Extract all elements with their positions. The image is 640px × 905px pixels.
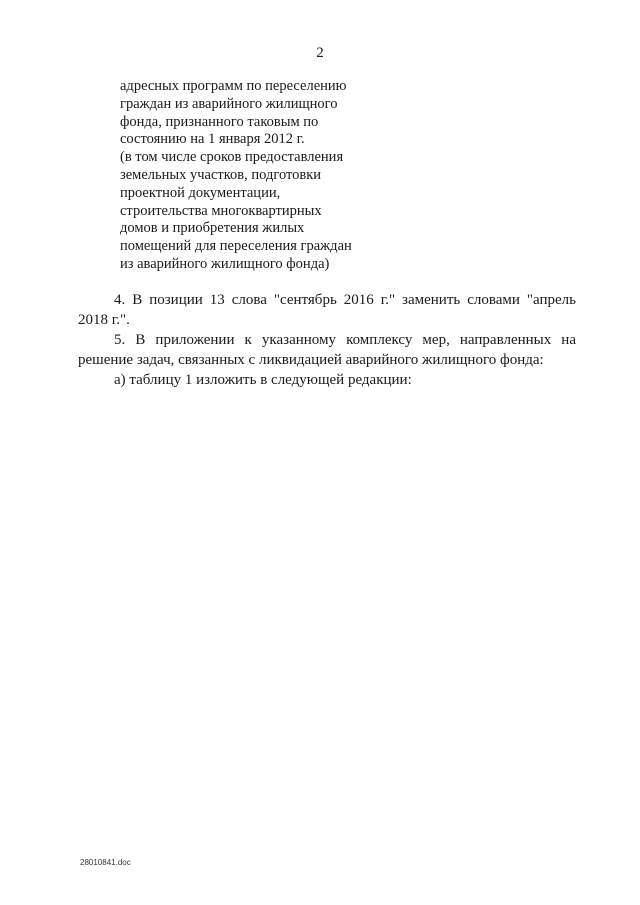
cell-line: помещений для переселения граждан (120, 238, 352, 255)
cell-line: проектной документации, (120, 184, 281, 201)
paragraph-item-a: а) таблицу 1 изложить в следующей редакции: (114, 372, 412, 388)
table-cell-continuation (120, 78, 380, 274)
cell-line: граждан из аварийного жилищного (120, 95, 338, 112)
cell-line: домов и приобретения жилых (120, 220, 305, 237)
cell-line: состоянию на 1 января 2012 г. (120, 131, 305, 148)
paragraph-item-5: 5. В приложении к указанному комплексу мер, направленных на решение задач, связанных с ликвидацией аварийного жилищного фонда: (78, 332, 576, 368)
page-number: 2 (316, 45, 324, 61)
cell-line: строительства многоквартирных (120, 202, 322, 219)
cell-line: земельных участков, подготовки (120, 166, 322, 183)
cell-line: адресных программ по переселению (120, 78, 347, 94)
cell-line: фонда, признанного таковым по (120, 113, 319, 130)
paragraph-item-4: 4. В позиции 13 слова "сентябрь 2016 г." заменить словами "апрель 2018 г.". (78, 292, 576, 328)
cell-line: из аварийного жилищного фонда) (120, 255, 330, 272)
footer-file-code: 28010841.doc (80, 858, 131, 867)
cell-line: (в том числе сроков предоставления (120, 149, 344, 166)
